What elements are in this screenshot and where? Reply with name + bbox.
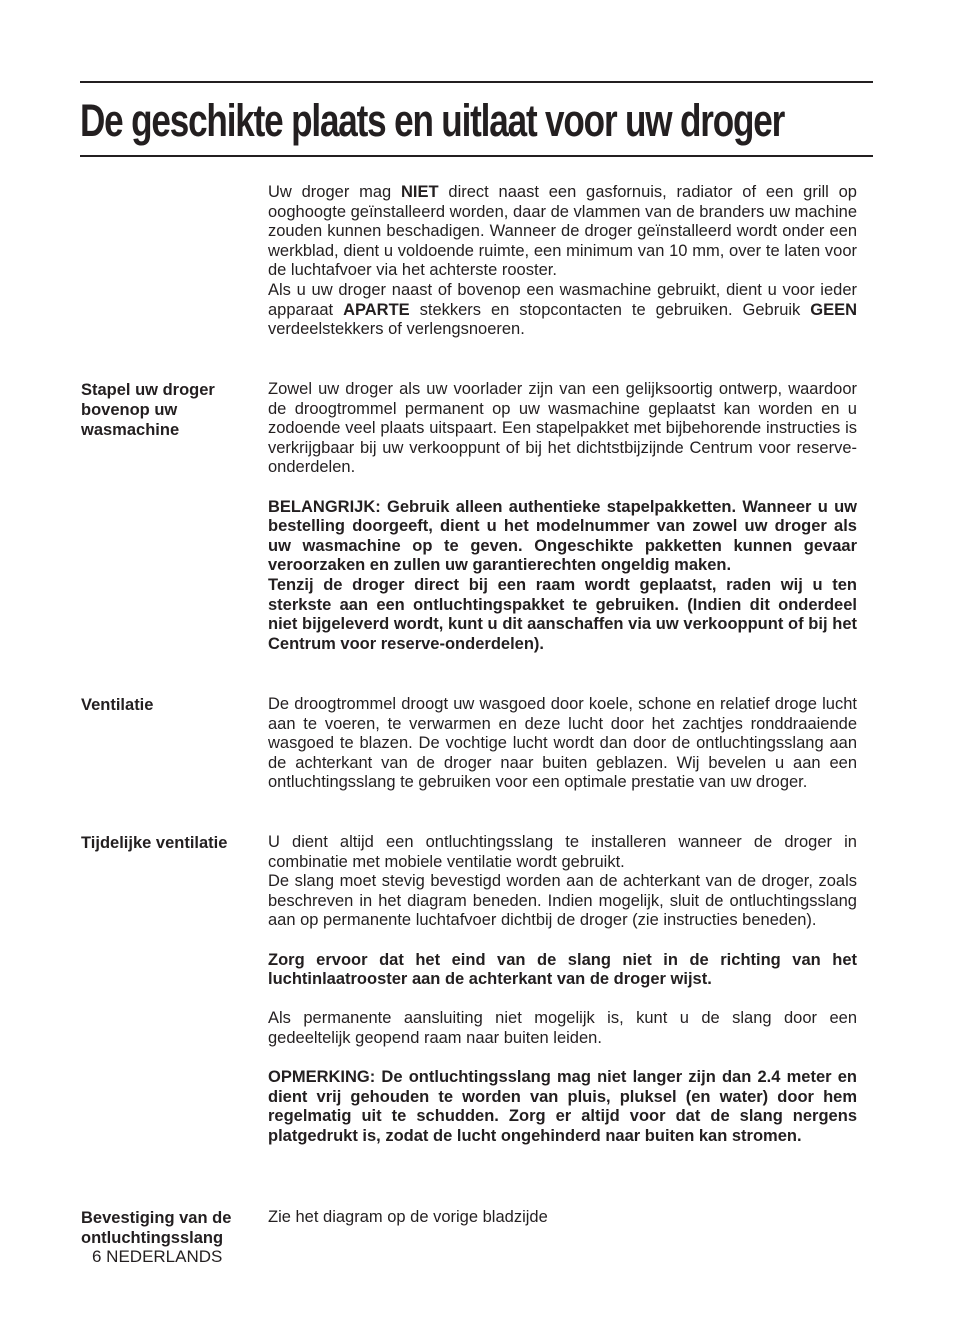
intro-section xyxy=(268,183,857,340)
tijdelijk-paragraph-2: De slang moet stevig bevestigd worden aan de achterkant van de droger, zoals beschreven in het diagram beneden. Indien mogelijk, sluit de ontluchtingsslang aan op permanente luchtafvoer dichtbij de droger (zie instructies beneden). xyxy=(268,872,857,930)
tijdelijk-section xyxy=(268,833,857,1147)
top-rule xyxy=(80,81,873,83)
tijdelijk-paragraph-4: Als permanente aansluiting niet mogelijk is, kunt u de slang door een gedeeltelijk geopend raam naar buiten leiden. xyxy=(268,1009,857,1047)
heading-tijdelijke-ventilatie: Tijdelijke ventilatie xyxy=(81,834,228,852)
page-footer: 6 NEDERLANDS xyxy=(92,1247,223,1266)
tijdelijk-opmerking: OPMERKING: De ontluchtingsslang mag niet langer zijn dan 2.4 meter en dient vrij gehouden te worden van pluis, pluksel (en water) door hem regelmatig uit te schudden. Zorg er altijd voor dat de slang nergens platgedrukt is, zodat de lucht ongehinderd naar buiten kan stromen. xyxy=(268,1068,857,1145)
heading-ventilatie: Ventilatie xyxy=(81,696,154,714)
bevestiging-section xyxy=(268,1208,857,1228)
ventilatie-section xyxy=(268,695,857,793)
intro-paragraph-2: Als u uw droger naast of bovenop een wasmachine gebruikt, dient u voor ieder apparaat APARTE stekkers en stopcontacten te gebruiken. Gebruik GEEN verdeelstekkers of verlengsnoeren. xyxy=(268,280,857,339)
tijdelijk-warning: Zorg ervoor dat het eind van de slang niet in de richting van het luchtinlaatrooster aan de achterkant van de droger wijst. xyxy=(268,950,857,989)
stapel-section xyxy=(268,380,857,654)
page-title: De geschikte plaats en uitlaat voor uw droger xyxy=(80,95,785,146)
stapel-paragraph-1: Zowel uw droger als uw voorlader zijn van een gelijksoortig ontwerp, waardoor de droogtrommel permanent op uw wasmachine geplaatst kan worden en u zodoende veel plaats uitspaart. Een stapelpakket met bijbehorende instructies is verkrijgbaar bij uw verkooppunt of bij het dichtstbijzijnde Centrum voor reserve-onderdelen. xyxy=(268,380,857,477)
stapel-advice-note: Tenzij de droger direct bij een raam wordt geplaatst, raden wij u ten sterkste aan een ontluchtingspakket te gebruiken. (Indien dit onderdeel niet bijgeleverd wordt, kunt u dit aanschaffen via uw verkooppunt of bij het Centrum voor reserve-onderdelen). xyxy=(268,575,857,653)
tijdelijk-paragraph-1: U dient altijd een ontluchtingsslang te installeren wanneer de droger in combinatie met mobiele ventilatie wordt gebruikt. xyxy=(268,833,857,871)
ventilatie-paragraph: De droogtrommel droogt uw wasgoed door koele, schone en relatief droge lucht aan te voeren, te verwarmen en deze lucht door het zachtjes ronddraaiende wasgoed te blazen. De vochtige lucht wordt dan door de ontluchtingsslang aan de achterkant van de droger naar buiten geblazen. Wij bevelen u aan een ontluchtingsslang te gebruiken voor een optimale prestatie van uw droger. xyxy=(268,695,857,792)
heading-bevestiging: Bevestiging van de ontluchtingsslang xyxy=(81,1209,232,1247)
intro-paragraph-1: Uw droger mag NIET direct naast een gasfornuis, radiator of een grill op ooghoogte geïnstalleerd worden, daar de vlammen van de branders uw machine zouden kunnen beschadigen. Wanneer de droger geïnstalleerd wordt onder een werkblad, dient u voldoende ruimte, een minimum van 10 mm, over te laten voor de luchtafvoer via het achterste rooster. xyxy=(268,183,857,280)
stapel-important-note: BELANGRIJK: Gebruik alleen authentieke stapelpakketten. Wanneer u uw bestelling doorgeeft, dient u het modelnummer van zowel uw droger als uw wasmachine op te geven. Ongeschikte pakketten kunnen gevaar veroorzaken en zullen uw garantierechten ongeldig maken. xyxy=(268,497,857,575)
bevestiging-paragraph: Zie het diagram op de vorige bladzijde xyxy=(268,1208,548,1226)
title-underline xyxy=(80,155,873,157)
heading-stapel: Stapel uw droger bovenop uw wasmachine xyxy=(81,381,215,439)
